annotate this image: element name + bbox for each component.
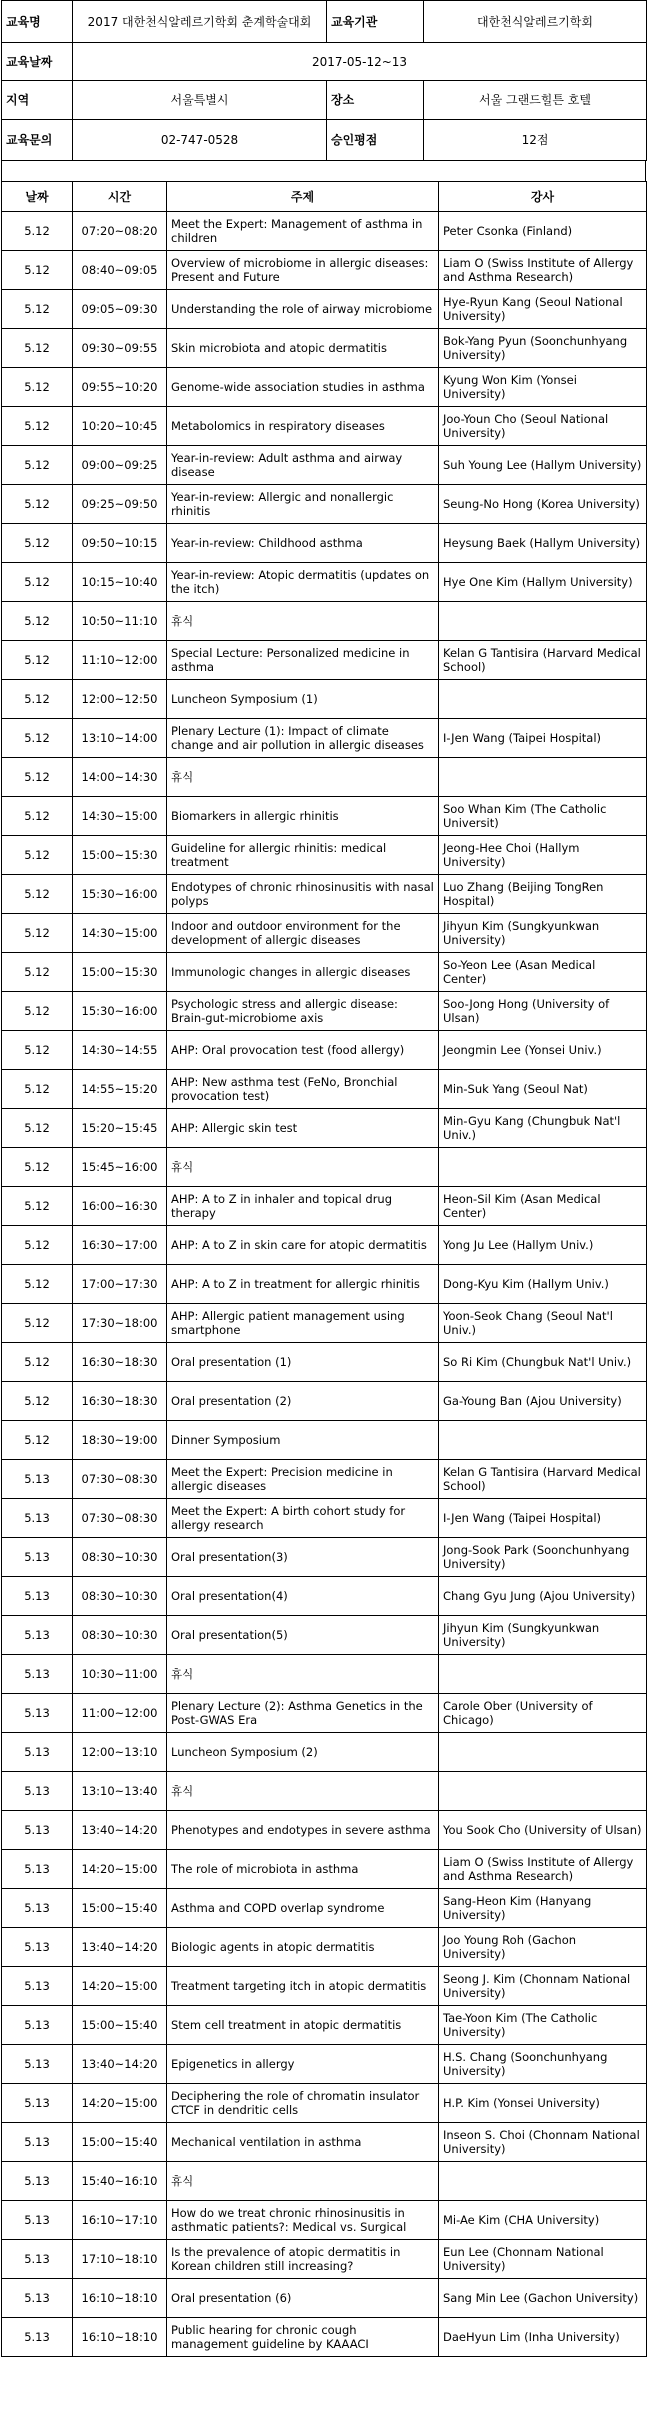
speaker-cell: Tae-Yoon Kim (The Catholic University) — [439, 2006, 647, 2045]
date-cell: 5.13 — [2, 1733, 73, 1772]
time-cell: 15:30~16:00 — [73, 875, 167, 914]
topic-cell: Year-in-review: Adult asthma and airway disease — [167, 446, 439, 485]
time-cell: 16:30~18:30 — [73, 1382, 167, 1421]
speaker-cell: Sang-Heon Kim (Hanyang University) — [439, 1889, 647, 1928]
header-speaker: 강사 — [439, 182, 647, 212]
speaker-cell: Soo-Jong Hong (University of Ulsan) — [439, 992, 647, 1031]
score-label: 승인평점 — [327, 120, 424, 161]
speaker-cell: Min-Gyu Kang (Chungbuk Nat'l Univ.) — [439, 1109, 647, 1148]
speaker-cell: So-Yeon Lee (Asan Medical Center) — [439, 953, 647, 992]
speaker-cell: Bok-Yang Pyun (Soonchunhyang University) — [439, 329, 647, 368]
table-row — [2, 1928, 647, 1967]
date-cell: 5.13 — [2, 1460, 73, 1499]
time-cell: 14:20~15:00 — [73, 1850, 167, 1889]
table-row — [2, 602, 647, 641]
time-cell: 09:50~10:15 — [73, 524, 167, 563]
speaker-cell: Heon-Sil Kim (Asan Medical Center) — [439, 1187, 647, 1226]
topic-cell: Meet the Expert: Precision medicine in allergic diseases — [167, 1460, 439, 1499]
topic-cell: Mechanical ventilation in asthma — [167, 2123, 439, 2162]
time-cell: 14:30~14:55 — [73, 1031, 167, 1070]
time-cell: 14:00~14:30 — [73, 758, 167, 797]
table-row — [2, 1304, 647, 1343]
date-cell: 5.12 — [2, 1148, 73, 1187]
date-cell: 5.12 — [2, 602, 73, 641]
speaker-cell — [439, 1148, 647, 1187]
topic-cell: Oral presentation (1) — [167, 1343, 439, 1382]
speaker-cell: Liam O (Swiss Institute of Allergy and Asthma Research) — [439, 251, 647, 290]
topic-cell: Asthma and COPD overlap syndrome — [167, 1889, 439, 1928]
date-cell: 5.13 — [2, 1772, 73, 1811]
topic-cell: The role of microbiota in asthma — [167, 1850, 439, 1889]
speaker-cell: H.S. Chang (Soonchunhyang University) — [439, 2045, 647, 2084]
topic-cell: AHP: Allergic skin test — [167, 1109, 439, 1148]
topic-cell: 휴식 — [167, 1148, 439, 1187]
date-cell: 5.13 — [2, 1694, 73, 1733]
date-cell: 5.12 — [2, 797, 73, 836]
speaker-cell — [439, 1772, 647, 1811]
speaker-cell: H.P. Kim (Yonsei University) — [439, 2084, 647, 2123]
time-cell: 08:30~10:30 — [73, 1616, 167, 1655]
speaker-cell: Jeongmin Lee (Yonsei Univ.) — [439, 1031, 647, 1070]
time-cell: 15:30~16:00 — [73, 992, 167, 1031]
table-row — [2, 1070, 647, 1109]
date-cell: 5.13 — [2, 1928, 73, 1967]
topic-cell: AHP: New asthma test (FeNo, Bronchial provocation test) — [167, 1070, 439, 1109]
date-value: 2017-05-12~13 — [73, 43, 647, 81]
date-cell: 5.12 — [2, 914, 73, 953]
time-cell: 18:30~19:00 — [73, 1421, 167, 1460]
topic-cell: Genome-wide association studies in asthma — [167, 368, 439, 407]
time-cell: 15:00~15:30 — [73, 836, 167, 875]
time-cell: 10:20~10:45 — [73, 407, 167, 446]
topic-cell: Special Lecture: Personalized medicine in asthma — [167, 641, 439, 680]
topic-cell: Treatment targeting itch in atopic dermatitis — [167, 1967, 439, 2006]
time-cell: 15:20~15:45 — [73, 1109, 167, 1148]
speaker-cell: Yoon-Seok Chang (Seoul Nat'l Univ.) — [439, 1304, 647, 1343]
course-info-table — [1, 0, 647, 161]
topic-cell: Oral presentation (6) — [167, 2279, 439, 2318]
time-cell: 16:30~18:30 — [73, 1343, 167, 1382]
topic-cell: Meet the Expert: A birth cohort study for allergy research — [167, 1499, 439, 1538]
org-value: 대한천식알레르기학회 — [424, 1, 647, 43]
table-row — [2, 1109, 647, 1148]
table-row — [2, 212, 647, 251]
date-cell: 5.12 — [2, 1226, 73, 1265]
date-cell: 5.12 — [2, 1031, 73, 1070]
speaker-cell — [439, 1733, 647, 1772]
time-cell: 14:20~15:00 — [73, 2084, 167, 2123]
table-row — [2, 914, 647, 953]
speaker-cell: Jihyun Kim (Sungkyunkwan University) — [439, 1616, 647, 1655]
topic-cell: Oral presentation(4) — [167, 1577, 439, 1616]
time-cell: 10:15~10:40 — [73, 563, 167, 602]
table-row — [2, 953, 647, 992]
topic-cell: AHP: A to Z in skin care for atopic dermatitis — [167, 1226, 439, 1265]
table-row — [2, 524, 647, 563]
course-name-label: 교육명 — [2, 1, 73, 43]
time-cell: 10:30~11:00 — [73, 1655, 167, 1694]
section-gap — [1, 160, 646, 181]
speaker-cell: Seong J. Kim (Chonnam National University) — [439, 1967, 647, 2006]
topic-cell: Year-in-review: Childhood asthma — [167, 524, 439, 563]
table-row — [2, 1616, 647, 1655]
topic-cell: Public hearing for chronic cough management guideline by KAAACI — [167, 2318, 439, 2357]
time-cell: 16:10~18:10 — [73, 2318, 167, 2357]
header-time: 시간 — [73, 182, 167, 212]
topic-cell: Is the prevalence of atopic dermatitis in Korean children still increasing? — [167, 2240, 439, 2279]
date-cell: 5.13 — [2, 1538, 73, 1577]
date-cell: 5.13 — [2, 1811, 73, 1850]
time-cell: 14:30~15:00 — [73, 797, 167, 836]
speaker-cell: Eun Lee (Chonnam National University) — [439, 2240, 647, 2279]
org-label: 교육기관 — [327, 1, 424, 43]
speaker-cell: So Ri Kim (Chungbuk Nat'l Univ.) — [439, 1343, 647, 1382]
table-row — [2, 446, 647, 485]
table-row — [2, 1382, 647, 1421]
topic-cell: Guideline for allergic rhinitis: medical treatment — [167, 836, 439, 875]
table-row — [2, 1187, 647, 1226]
date-cell: 5.12 — [2, 992, 73, 1031]
time-cell: 15:40~16:10 — [73, 2162, 167, 2201]
speaker-cell: Inseon S. Choi (Chonnam National University) — [439, 2123, 647, 2162]
time-cell: 12:00~13:10 — [73, 1733, 167, 1772]
table-row — [2, 1538, 647, 1577]
table-row — [2, 797, 647, 836]
speaker-cell: Heysung Baek (Hallym University) — [439, 524, 647, 563]
time-cell: 15:45~16:00 — [73, 1148, 167, 1187]
time-cell: 15:00~15:30 — [73, 953, 167, 992]
speaker-cell: Luo Zhang (Beijing TongRen Hospital) — [439, 875, 647, 914]
speaker-cell: Joo-Youn Cho (Seoul National University) — [439, 407, 647, 446]
topic-cell: How do we treat chronic rhinosinusitis in asthmatic patients?: Medical vs. Surgical — [167, 2201, 439, 2240]
topic-cell: Dinner Symposium — [167, 1421, 439, 1460]
schedule-table — [1, 181, 647, 2357]
topic-cell: Epigenetics in allergy — [167, 2045, 439, 2084]
date-cell: 5.12 — [2, 524, 73, 563]
topic-cell: Endotypes of chronic rhinosinusitis with nasal polyps — [167, 875, 439, 914]
schedule-body — [2, 212, 647, 2357]
score-value: 12점 — [424, 120, 647, 161]
time-cell: 11:00~12:00 — [73, 1694, 167, 1733]
topic-cell: Biologic agents in atopic dermatitis — [167, 1928, 439, 1967]
topic-cell: 휴식 — [167, 1655, 439, 1694]
topic-cell: Year-in-review: Atopic dermatitis (updates on the itch) — [167, 563, 439, 602]
topic-cell: Oral presentation(3) — [167, 1538, 439, 1577]
time-cell: 07:30~08:30 — [73, 1460, 167, 1499]
place-value: 서울 그랜드힐튼 호텔 — [424, 81, 647, 120]
speaker-cell: I-Jen Wang (Taipei Hospital) — [439, 1499, 647, 1538]
time-cell: 16:10~18:10 — [73, 2279, 167, 2318]
date-cell: 5.13 — [2, 1655, 73, 1694]
date-cell: 5.12 — [2, 329, 73, 368]
date-cell: 5.13 — [2, 2084, 73, 2123]
time-cell: 14:30~15:00 — [73, 914, 167, 953]
table-row — [2, 680, 647, 719]
date-cell: 5.13 — [2, 1889, 73, 1928]
table-row — [2, 758, 647, 797]
date-cell: 5.13 — [2, 1967, 73, 2006]
table-row — [2, 2006, 647, 2045]
topic-cell: AHP: A to Z in treatment for allergic rhinitis — [167, 1265, 439, 1304]
time-cell: 14:20~15:00 — [73, 1967, 167, 2006]
speaker-cell: Min-Suk Yang (Seoul Nat) — [439, 1070, 647, 1109]
date-cell: 5.12 — [2, 1265, 73, 1304]
date-cell: 5.13 — [2, 2240, 73, 2279]
speaker-cell: Dong-Kyu Kim (Hallym Univ.) — [439, 1265, 647, 1304]
table-row — [2, 1265, 647, 1304]
topic-cell: Skin microbiota and atopic dermatitis — [167, 329, 439, 368]
date-cell: 5.13 — [2, 1577, 73, 1616]
time-cell: 09:30~09:55 — [73, 329, 167, 368]
date-cell: 5.12 — [2, 719, 73, 758]
speaker-cell: Ga-Young Ban (Ajou University) — [439, 1382, 647, 1421]
table-row — [2, 485, 647, 524]
table-row — [2, 1577, 647, 1616]
table-row — [2, 1733, 647, 1772]
header-topic: 주제 — [167, 182, 439, 212]
date-cell: 5.12 — [2, 251, 73, 290]
place-label: 장소 — [327, 81, 424, 120]
date-cell: 5.12 — [2, 485, 73, 524]
speaker-cell: Kelan G Tantisira (Harvard Medical School) — [439, 1460, 647, 1499]
date-cell: 5.12 — [2, 1304, 73, 1343]
time-cell: 08:30~10:30 — [73, 1538, 167, 1577]
header-date: 날짜 — [2, 182, 73, 212]
table-row — [2, 719, 647, 758]
speaker-cell: Jihyun Kim (Sungkyunkwan University) — [439, 914, 647, 953]
time-cell: 11:10~12:00 — [73, 641, 167, 680]
speaker-cell: Soo Whan Kim (The Catholic Universit) — [439, 797, 647, 836]
date-cell: 5.13 — [2, 1499, 73, 1538]
table-row — [2, 2279, 647, 2318]
date-cell: 5.13 — [2, 2123, 73, 2162]
date-cell: 5.12 — [2, 1421, 73, 1460]
table-row — [2, 329, 647, 368]
speaker-cell — [439, 1655, 647, 1694]
date-cell: 5.12 — [2, 641, 73, 680]
speaker-cell: Kyung Won Kim (Yonsei University) — [439, 368, 647, 407]
topic-cell: Psychologic stress and allergic disease: Brain-gut-microbiome axis — [167, 992, 439, 1031]
speaker-cell: Joo Young Roh (Gachon University) — [439, 1928, 647, 1967]
topic-cell: Understanding the role of airway microbiome — [167, 290, 439, 329]
speaker-cell: Chang Gyu Jung (Ajou University) — [439, 1577, 647, 1616]
date-cell: 5.12 — [2, 1343, 73, 1382]
date-cell: 5.12 — [2, 407, 73, 446]
topic-cell: Year-in-review: Allergic and nonallergic rhinitis — [167, 485, 439, 524]
date-cell: 5.13 — [2, 1616, 73, 1655]
table-row — [2, 1694, 647, 1733]
speaker-cell: You Sook Cho (University of Ulsan) — [439, 1811, 647, 1850]
date-label: 교육날짜 — [2, 43, 73, 81]
topic-cell: Oral presentation(5) — [167, 1616, 439, 1655]
table-row — [2, 2084, 647, 2123]
topic-cell: AHP: A to Z in inhaler and topical drug therapy — [167, 1187, 439, 1226]
topic-cell: Luncheon Symposium (1) — [167, 680, 439, 719]
date-cell: 5.13 — [2, 2006, 73, 2045]
topic-cell: Plenary Lecture (2): Asthma Genetics in the Post-GWAS Era — [167, 1694, 439, 1733]
contact-value: 02-747-0528 — [73, 120, 327, 161]
time-cell: 09:05~09:30 — [73, 290, 167, 329]
time-cell: 09:55~10:20 — [73, 368, 167, 407]
course-name-value: 2017 대한천식알레르기학회 춘계학술대회 — [73, 1, 327, 43]
table-row — [2, 836, 647, 875]
speaker-cell: Seung-No Hong (Korea University) — [439, 485, 647, 524]
date-cell: 5.12 — [2, 680, 73, 719]
date-cell: 5.13 — [2, 2045, 73, 2084]
speaker-cell: Hye-Ryun Kang (Seoul National University) — [439, 290, 647, 329]
time-cell: 17:00~17:30 — [73, 1265, 167, 1304]
table-row — [2, 2240, 647, 2279]
date-cell: 5.12 — [2, 836, 73, 875]
topic-cell: Phenotypes and endotypes in severe asthma — [167, 1811, 439, 1850]
table-row — [2, 1148, 647, 1187]
table-row — [2, 1460, 647, 1499]
topic-cell: 휴식 — [167, 2162, 439, 2201]
table-row — [2, 1421, 647, 1460]
time-cell: 13:10~13:40 — [73, 1772, 167, 1811]
date-cell: 5.12 — [2, 875, 73, 914]
time-cell: 13:40~14:20 — [73, 1811, 167, 1850]
speaker-cell: Kelan G Tantisira (Harvard Medical School) — [439, 641, 647, 680]
speaker-cell — [439, 680, 647, 719]
table-row — [2, 875, 647, 914]
date-cell: 5.12 — [2, 563, 73, 602]
contact-label: 교육문의 — [2, 120, 73, 161]
date-cell: 5.12 — [2, 446, 73, 485]
date-cell: 5.12 — [2, 953, 73, 992]
topic-cell: AHP: Oral provocation test (food allergy) — [167, 1031, 439, 1070]
speaker-cell: Sang Min Lee (Gachon University) — [439, 2279, 647, 2318]
topic-cell: Oral presentation (2) — [167, 1382, 439, 1421]
time-cell: 09:00~09:25 — [73, 446, 167, 485]
table-row — [2, 368, 647, 407]
speaker-cell — [439, 602, 647, 641]
table-row — [2, 1811, 647, 1850]
time-cell: 07:20~08:20 — [73, 212, 167, 251]
topic-cell: Deciphering the role of chromatin insulator CTCF in dendritic cells — [167, 2084, 439, 2123]
topic-cell: Plenary Lecture (1): Impact of climate change and air pollution in allergic diseases — [167, 719, 439, 758]
table-row — [2, 1967, 647, 2006]
time-cell: 10:50~11:10 — [73, 602, 167, 641]
table-row — [2, 290, 647, 329]
speaker-cell: DaeHyun Lim (Inha University) — [439, 2318, 647, 2357]
table-row — [2, 2201, 647, 2240]
topic-cell: Metabolomics in respiratory diseases — [167, 407, 439, 446]
time-cell: 15:00~15:40 — [73, 2006, 167, 2045]
topic-cell: AHP: Allergic patient management using smartphone — [167, 1304, 439, 1343]
table-row — [2, 251, 647, 290]
date-cell: 5.13 — [2, 2162, 73, 2201]
time-cell: 14:55~15:20 — [73, 1070, 167, 1109]
date-cell: 5.12 — [2, 368, 73, 407]
time-cell: 16:10~17:10 — [73, 2201, 167, 2240]
topic-cell: Overview of microbiome in allergic diseases: Present and Future — [167, 251, 439, 290]
topic-cell: 휴식 — [167, 602, 439, 641]
table-row — [2, 1850, 647, 1889]
topic-cell: Indoor and outdoor environment for the development of allergic diseases — [167, 914, 439, 953]
date-cell: 5.13 — [2, 2279, 73, 2318]
time-cell: 15:00~15:40 — [73, 2123, 167, 2162]
topic-cell: Luncheon Symposium (2) — [167, 1733, 439, 1772]
topic-cell: Meet the Expert: Management of asthma in children — [167, 212, 439, 251]
table-row — [2, 1772, 647, 1811]
time-cell: 17:10~18:10 — [73, 2240, 167, 2279]
table-row — [2, 2318, 647, 2357]
time-cell: 08:30~10:30 — [73, 1577, 167, 1616]
speaker-cell: Jong-Sook Park (Soonchunhyang University) — [439, 1538, 647, 1577]
topic-cell: 휴식 — [167, 1772, 439, 1811]
speaker-cell — [439, 1421, 647, 1460]
time-cell: 13:10~14:00 — [73, 719, 167, 758]
date-cell: 5.12 — [2, 1070, 73, 1109]
time-cell: 15:00~15:40 — [73, 1889, 167, 1928]
table-row — [2, 2162, 647, 2201]
time-cell: 13:40~14:20 — [73, 2045, 167, 2084]
table-row — [2, 1343, 647, 1382]
region-value: 서울특별시 — [73, 81, 327, 120]
table-row — [2, 407, 647, 446]
table-row — [2, 1655, 647, 1694]
time-cell: 16:30~17:00 — [73, 1226, 167, 1265]
time-cell: 09:25~09:50 — [73, 485, 167, 524]
speaker-cell — [439, 2162, 647, 2201]
topic-cell: Stem cell treatment in atopic dermatitis — [167, 2006, 439, 2045]
table-row — [2, 992, 647, 1031]
time-cell: 08:40~09:05 — [73, 251, 167, 290]
date-cell: 5.12 — [2, 212, 73, 251]
schedule-header-row — [2, 182, 647, 212]
topic-cell: Immunologic changes in allergic diseases — [167, 953, 439, 992]
time-cell: 13:40~14:20 — [73, 1928, 167, 1967]
table-row — [2, 1226, 647, 1265]
region-label: 지역 — [2, 81, 73, 120]
speaker-cell: Mi-Ae Kim (CHA University) — [439, 2201, 647, 2240]
time-cell: 07:30~08:30 — [73, 1499, 167, 1538]
time-cell: 16:00~16:30 — [73, 1187, 167, 1226]
table-row — [2, 1499, 647, 1538]
time-cell: 12:00~12:50 — [73, 680, 167, 719]
date-cell: 5.12 — [2, 1382, 73, 1421]
table-row — [2, 1889, 647, 1928]
speaker-cell: Suh Young Lee (Hallym University) — [439, 446, 647, 485]
date-cell: 5.13 — [2, 2318, 73, 2357]
speaker-cell — [439, 758, 647, 797]
date-cell: 5.12 — [2, 290, 73, 329]
speaker-cell: Liam O (Swiss Institute of Allergy and Asthma Research) — [439, 1850, 647, 1889]
date-cell: 5.12 — [2, 1187, 73, 1226]
topic-cell: 휴식 — [167, 758, 439, 797]
table-row — [2, 641, 647, 680]
date-cell: 5.12 — [2, 758, 73, 797]
speaker-cell: Jeong-Hee Choi (Hallym University) — [439, 836, 647, 875]
date-cell: 5.13 — [2, 2201, 73, 2240]
date-cell: 5.12 — [2, 1109, 73, 1148]
table-row — [2, 1031, 647, 1070]
speaker-cell: Hye One Kim (Hallym University) — [439, 563, 647, 602]
table-row — [2, 2123, 647, 2162]
speaker-cell: Yong Ju Lee (Hallym Univ.) — [439, 1226, 647, 1265]
time-cell: 17:30~18:00 — [73, 1304, 167, 1343]
table-row — [2, 2045, 647, 2084]
speaker-cell: I-Jen Wang (Taipei Hospital) — [439, 719, 647, 758]
speaker-cell: Carole Ober (University of Chicago) — [439, 1694, 647, 1733]
topic-cell: Biomarkers in allergic rhinitis — [167, 797, 439, 836]
table-row — [2, 563, 647, 602]
speaker-cell: Peter Csonka (Finland) — [439, 212, 647, 251]
date-cell: 5.13 — [2, 1850, 73, 1889]
